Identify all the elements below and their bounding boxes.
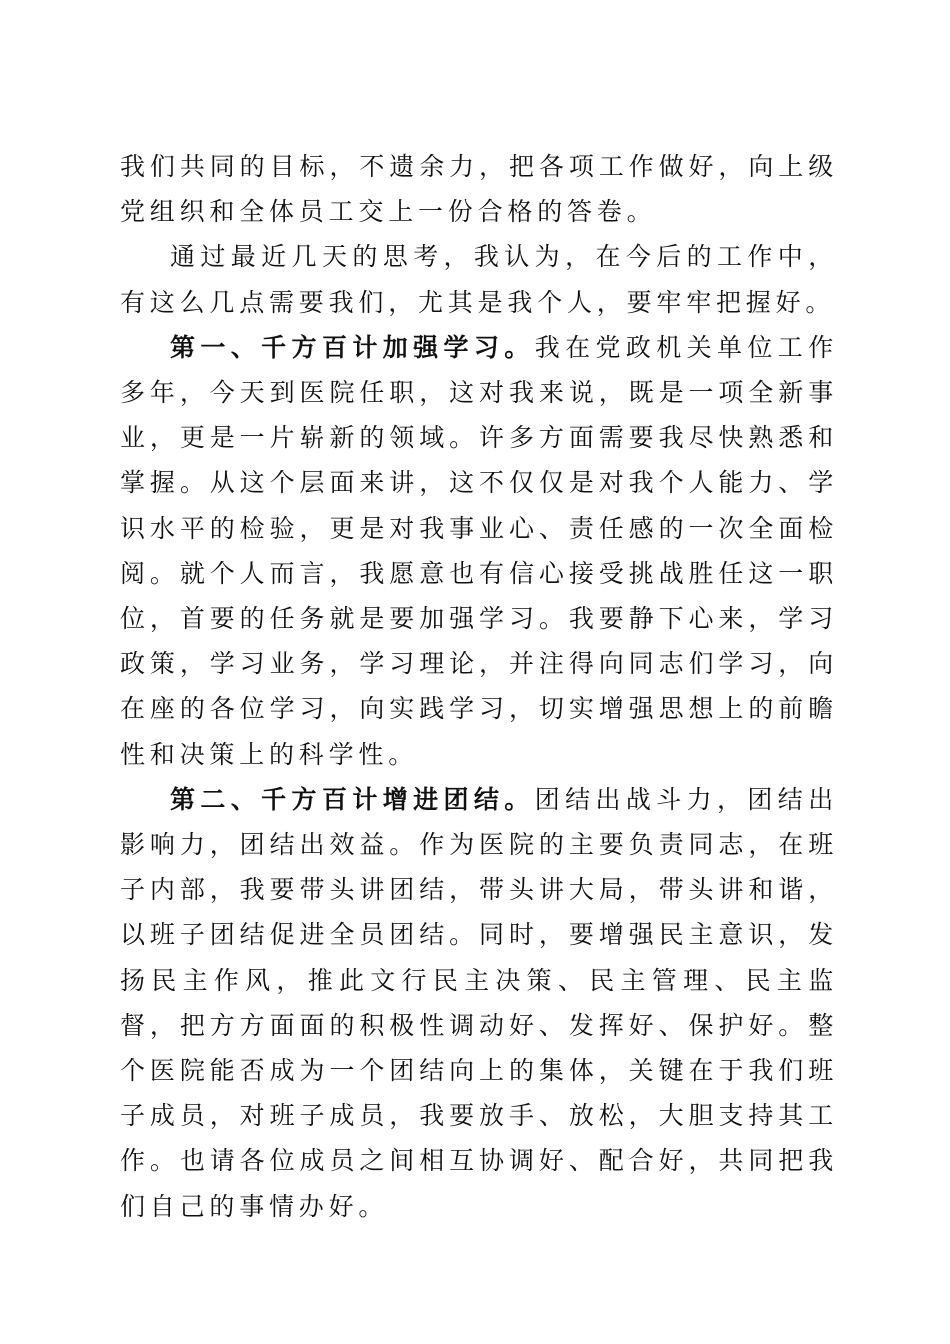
paragraph-point-one — [120, 325, 838, 777]
paragraph-text: 我在党政机关单位工作多年，今天到医院任职，这对我来说，既是一项全新事业，更是一片崭新的领域。许多方面需要我尽快熟悉和掌握。从这个层面来讲，这不仅仅是对我个人能力、学识水平的检验，更是对我事业心、责任感的一次全面检阅。就个人而言，我愿意也有信心接受挑战胜任这一职位，首要的任务就是要加强学习。我要静下心来，学习政策，学习业务，学习理论，并注得向同志们学习，向在座的各位学习，向实践学习，切实增强思想上的前瞻性和决策上的科学性。 — [120, 332, 838, 769]
paragraph-text: 我们共同的目标，不遗余力，把各项工作做好，向上级党组织和全体员工交上一份合格的答卷。 — [120, 152, 838, 227]
paragraph-continuation — [120, 144, 838, 234]
paragraph-text: 通过最近几天的思考，我认为，在今后的工作中，有这么几点需要我们，尤其是我个人，要牢牢把握好。 — [120, 242, 838, 317]
paragraph-heading: 第一、千方百计加强学习。 — [170, 332, 535, 362]
paragraph-intro — [120, 234, 838, 324]
document-page — [120, 144, 838, 1229]
paragraph-point-two — [120, 777, 838, 1229]
paragraph-text: 团结出战斗力，团结出影响力，团结出效益。作为医院的主要负责同志，在班子内部，我要带头讲团结，带头讲大局，带头讲和谐，以班子团结促进全员团结。同时，要增强民主意识，发扬民主作风，推此文行民主决策、民主管理、民主监督，把方方面面的积极性调动好、发挥好、保护好。整个医院能否成为一个团结向上的集体，关键在于我们班子成员，对班子成员，我要放手、放松，大胆支持其工作。也请各位成员之间相互协调好、配合好，共同把我们自己的事情办好。 — [120, 784, 838, 1221]
paragraph-heading: 第二、千方百计增进团结。 — [170, 784, 535, 814]
